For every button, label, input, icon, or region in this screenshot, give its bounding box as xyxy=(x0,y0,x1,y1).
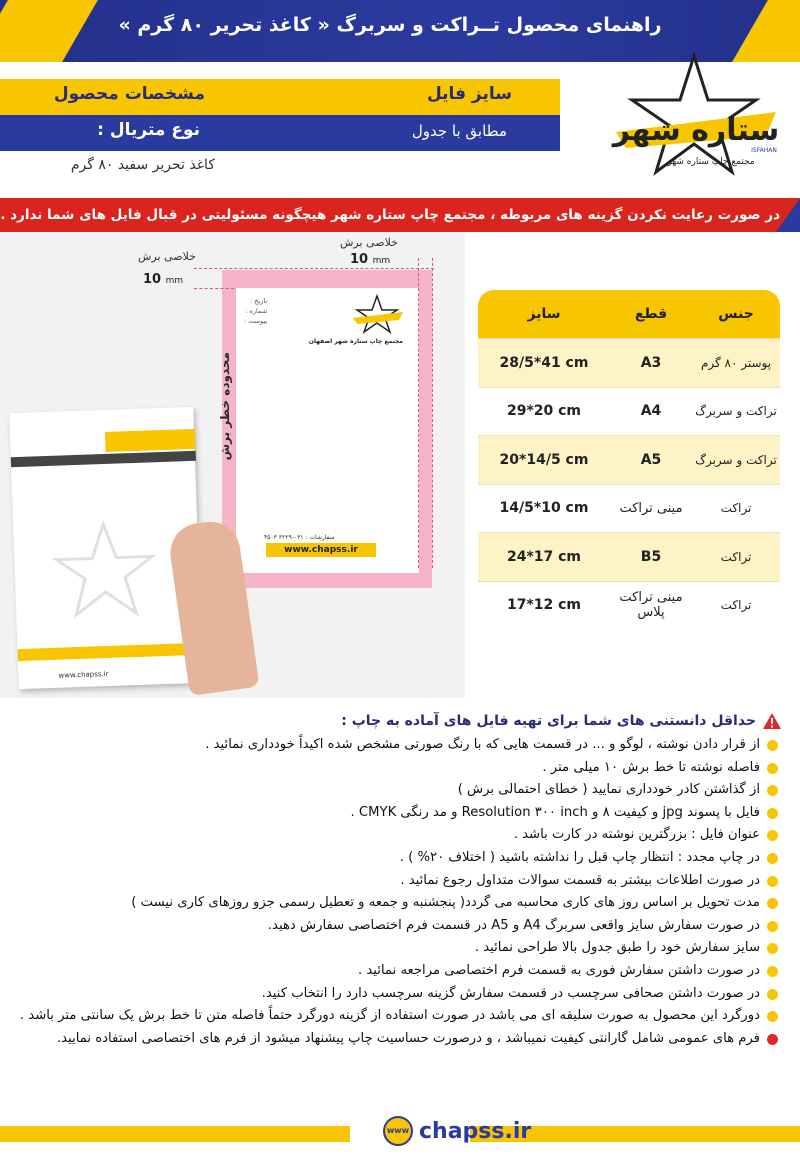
row-size: 28/5*41 cm xyxy=(499,354,589,371)
table-row xyxy=(478,581,780,630)
bleed-label-left: خلاصی برش xyxy=(138,250,196,263)
sample-footer-band xyxy=(17,643,202,661)
row-format: A4 xyxy=(640,403,662,420)
row-format: مینی تراکت xyxy=(619,500,683,516)
footer-site[interactable] xyxy=(383,1116,531,1146)
material-label: نوع متریال : xyxy=(97,120,200,140)
note-item-warning: فرم های عمومی شامل گارانتی کیفیت نمیباشد ، و درصورت حساسیت چاپ پیشنهاد میشود از فرم های اختصاصی استفاده نمایید. xyxy=(18,1028,782,1051)
row-size: 29*20 cm xyxy=(506,403,582,420)
row-format: B5 xyxy=(640,548,662,565)
size-table xyxy=(478,290,780,629)
row-size: 17*12 cm xyxy=(506,597,582,614)
note-item: در صورت داشتن صحافی سرچسب در قسمت سفارش گزینه سرچسب دارد را انتخاب کنید. xyxy=(18,983,782,1006)
paper-site: www.chapss.ir xyxy=(266,543,376,557)
warning-triangle-icon xyxy=(762,712,782,730)
mini-logo-icon xyxy=(347,294,407,334)
sample-band xyxy=(105,429,196,452)
footer xyxy=(0,1110,800,1157)
row-size: 24*17 cm xyxy=(506,548,582,565)
table-header xyxy=(478,290,780,338)
notes-section xyxy=(0,712,800,1110)
bleed-label-top: خلاصی برش xyxy=(340,236,398,249)
note-item: از قرار دادن نوشته ، لوگو و ... در قسمت هایی که با رنگ صورتی مشخص شده اکیداً خودداری نمائید . xyxy=(18,734,782,757)
bleed-value-top: 10 mm xyxy=(350,252,391,267)
row-format: A3 xyxy=(640,354,662,371)
globe-icon: www xyxy=(383,1116,413,1146)
table-row xyxy=(478,387,780,436)
row-material: پوستر ۸۰ گرم xyxy=(700,355,772,370)
note-item: فایل با پسوند jpg و کیفیت ۸ و Resolution ۳۰۰ inch و مد رنگی CMYK . xyxy=(18,802,782,825)
row-material: تراکت و سربرگ xyxy=(695,404,777,419)
note-item: سایز سفارش خود را طبق جدول بالا طراحی نمائید . xyxy=(18,937,782,960)
setareh-shahr-logo xyxy=(596,52,782,188)
safe-zone-label: محدوده خطر برش xyxy=(218,352,232,461)
row-material: تراکت و سربرگ xyxy=(695,452,777,467)
notes-list xyxy=(18,734,782,1050)
sample-band xyxy=(11,451,196,467)
note-item: در چاپ مجدد : انتظار چاپ قبل را نداشته باشید ( اختلاف ۲۰% ) . xyxy=(18,847,782,870)
notes-heading-row xyxy=(18,712,782,730)
header-material: جنس xyxy=(718,306,754,322)
page-title: راهنمای محصول تــراکت و سربرگ « کاغذ تحریر ۸۰ گرم » xyxy=(118,14,662,36)
file-size-value: مطابق با جدول xyxy=(411,122,507,140)
row-material: تراکت xyxy=(720,549,752,564)
note-item: فاصله نوشته تا خط برش ۱۰ میلی متر . xyxy=(18,757,782,780)
logo-name: مجتمع چاپ ستاره شهر xyxy=(667,157,755,167)
row-size: 14/5*10 cm xyxy=(499,500,589,517)
note-item: در صورت داشتن سفارش فوری به قسمت فرم اختصاصی مراجعه نمائید . xyxy=(18,960,782,983)
footer-bar-left xyxy=(0,1126,350,1142)
note-item: دورگرد این محصول به صورت سلیقه ای می باشد در صورت استفاده از گزینه دورگرد حتماً فاصله متن تا خط برش یک سانتی متر باشد . xyxy=(18,1005,782,1028)
footer-url[interactable]: chapss.ir xyxy=(419,1118,532,1144)
table-row xyxy=(478,435,780,484)
row-material: تراکت xyxy=(720,501,752,516)
paper-phone: سفارشات : ۰۳۱-۳۲۲۹ ۴۵۰۳ xyxy=(264,534,335,541)
note-item: مدت تحویل بر اساس روز های کاری محاسبه می گردد( پنجشنبه و جمعه و تعطیل رسمی جزو روزهای کاری نیست ) xyxy=(18,892,782,915)
paper-field: تاریخ : xyxy=(250,297,268,305)
dim-line xyxy=(418,258,419,568)
bleed-value-left: 10 mm xyxy=(143,272,184,287)
material-value: کاغذ تحریر سفید ۸۰ گرم xyxy=(70,157,215,173)
row-size: 20*14/5 cm xyxy=(499,451,589,468)
row-format: مینی تراکت پلاس xyxy=(619,590,683,621)
mockup-area xyxy=(0,232,465,698)
sample-site: www.chapss.ir xyxy=(58,669,109,680)
dim-line xyxy=(194,288,234,289)
note-item: در صورت سفارش سایز واقعی سربرگ A4 و A5 در قسمت فرم اختصاصی سفارش دهید. xyxy=(18,915,782,938)
paper-safe-area xyxy=(236,288,419,573)
note-item: در صورت اطلاعات بیشتر به قسمت سوالات متداول رجوع نمائید . xyxy=(18,870,782,893)
logo-script: ستاره شهر xyxy=(612,113,780,148)
note-item: عنوان فایل : بزرگترین نوشته در کارت باشد . xyxy=(18,824,782,847)
dim-line xyxy=(432,258,433,568)
row-format: A5 xyxy=(640,451,662,468)
product-spec-label: مشخصات محصول xyxy=(53,84,205,104)
row-material: تراکت xyxy=(720,598,752,613)
paper-company: مجتمع چاپ ستاره شهر اصفهان xyxy=(308,338,403,345)
note-item: از گذاشتن کادر خودداری نمایید ( خطای احتمالی برش ) xyxy=(18,779,782,802)
dim-line xyxy=(194,268,434,269)
header-size: سایز xyxy=(527,306,561,322)
logo-city: ISFAHAN xyxy=(751,147,777,154)
notes-heading: حداقل دانستنی های شما برای تهیه فایل های آماده به چاپ : xyxy=(341,713,756,729)
table-row xyxy=(478,338,780,387)
paper-field: پیوست : xyxy=(244,317,268,325)
file-size-label: سایز فایل xyxy=(426,84,512,104)
table-row xyxy=(478,532,780,581)
warning-banner: در صورت رعایت نکردن گزینه های مربوطه ، مجتمع چاپ ستاره شهر هیچگونه مسئولیتی در قبال فایل های شما ندارد . xyxy=(0,198,800,232)
paper-fields xyxy=(244,296,267,326)
watermark-logo-icon xyxy=(33,518,176,623)
table-row xyxy=(478,484,780,533)
header-format: قطع xyxy=(634,306,668,322)
paper-field: شماره : xyxy=(245,307,268,315)
